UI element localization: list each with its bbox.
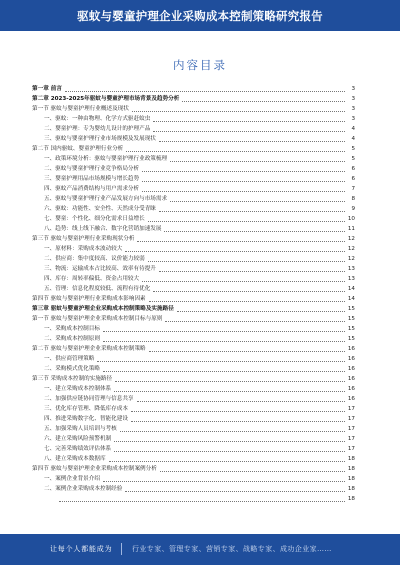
toc-entry-page: 14 — [347, 286, 355, 292]
toc-entry-page: 14 — [347, 296, 355, 302]
toc-leader-dots — [59, 500, 345, 502]
toc-entry-label: 二、采购成本控制原则 — [44, 336, 100, 342]
toc-leader-dots — [159, 270, 345, 272]
toc-entry[interactable] — [32, 224, 355, 234]
toc-entry[interactable] — [32, 464, 355, 474]
toc-entry-page: 8 — [351, 196, 355, 202]
toc-leader-dots — [170, 160, 345, 162]
toc-entry-label: 三、驱蚊与婴童护理行业市场规模及发展现状 — [44, 136, 156, 142]
footer-tags: 行业专家、管理专家、营销专家、战略专家、成功企业家…… — [132, 545, 332, 553]
toc-entry[interactable] — [32, 494, 355, 504]
toc-entry-page: 3 — [351, 96, 355, 102]
toc-leader-dots — [153, 290, 345, 292]
toc-entry-label: 二、婴童护理：专为婴幼儿设计的护理产品 — [44, 126, 151, 132]
toc-leader-dots — [114, 450, 345, 452]
toc-entry-page: 11 — [347, 226, 355, 232]
toc-entry-page: 13 — [347, 266, 355, 272]
toc-entry-label: 第一节 驱蚊与婴童护理企业采购成本控制目标与原则 — [32, 316, 163, 322]
toc-entry[interactable] — [32, 184, 355, 194]
toc-entry-label: 第二章 2023-2025年驱蚊与婴童护理市场背景及趋势分析 — [32, 96, 180, 102]
toc-leader-dots — [177, 310, 345, 312]
toc-entry-page: 6 — [351, 176, 355, 182]
toc-entry[interactable] — [32, 444, 355, 454]
toc-entry-page: 17 — [347, 406, 355, 412]
toc-entry-label: 四、驱蚊产品消费结构与用户需求分析 — [44, 186, 140, 192]
toc-entry-page: 15 — [347, 316, 355, 322]
toc-entry[interactable] — [32, 94, 355, 104]
toc-entry[interactable] — [32, 484, 355, 494]
toc-leader-dots — [182, 100, 345, 102]
toc-entry[interactable] — [32, 294, 355, 304]
toc-entry-page: 13 — [347, 276, 355, 282]
toc-entry-page: 15 — [347, 326, 355, 332]
toc-entry-page: 15 — [347, 306, 355, 312]
toc-entry[interactable] — [32, 134, 355, 144]
toc-entry-label: 七、婴童：个性化、细分化需求日益增长 — [44, 216, 145, 222]
toc-entry-label: 第三节 驱蚊与婴童护理行业采购现状分析 — [32, 236, 135, 242]
toc-leader-dots — [103, 370, 345, 372]
table-of-contents — [32, 84, 355, 504]
toc-entry[interactable] — [32, 304, 355, 314]
toc-entry-label: 一、政策环境分析：驱蚊与婴童护理行业政策梳理 — [44, 156, 168, 162]
toc-entry[interactable] — [32, 354, 355, 364]
toc-leader-dots — [149, 300, 345, 302]
toc-entry-label: 第一节 驱蚊与婴童护理行业概述及现状 — [32, 106, 129, 112]
toc-leader-dots — [103, 340, 345, 342]
toc-entry[interactable] — [32, 384, 355, 394]
toc-entry-label: 三、物流：运输成本占比较高、效率有待提升 — [44, 266, 156, 272]
toc-entry-page: 18 — [347, 456, 355, 462]
toc-entry[interactable] — [32, 114, 355, 124]
toc-leader-dots — [115, 380, 345, 382]
toc-entry[interactable] — [32, 254, 355, 264]
toc-entry-page: 17 — [347, 426, 355, 432]
toc-entry[interactable] — [32, 314, 355, 324]
toc-leader-dots — [114, 390, 345, 392]
toc-entry[interactable] — [32, 374, 355, 384]
toc-entry-label: 第三章 驱蚊与婴童护理企业采购成本控制策略及实施路径 — [32, 306, 174, 312]
toc-entry-label: 五、驱蚊与婴童护理行业产品发展方向与市场需求 — [44, 196, 168, 202]
toc-entry[interactable] — [32, 244, 355, 254]
toc-leader-dots — [97, 360, 345, 362]
toc-entry[interactable] — [32, 274, 355, 284]
toc-entry-label: 第四节 驱蚊与婴童护理行业采购成本影响因素 — [32, 296, 146, 302]
toc-entry-page: 4 — [351, 136, 355, 142]
toc-entry-page: 5 — [351, 146, 355, 152]
toc-leader-dots — [125, 490, 345, 492]
toc-leader-dots — [137, 400, 345, 402]
toc-entry-label: 八、趋势：线上线下融合、数字化营销加速发展 — [44, 226, 162, 232]
toc-leader-dots — [142, 190, 345, 192]
toc-entry-page: 18 — [347, 466, 355, 472]
toc-entry-label: 六、驱蚊：功能性、安全性、天然成分受青睐 — [44, 206, 156, 212]
toc-entry-label: 第四节 驱蚊与婴童护理企业采购成本控制案例分析 — [32, 466, 157, 472]
toc-entry-page: 12 — [347, 236, 355, 242]
toc-leader-dots — [65, 90, 345, 92]
toc-entry[interactable] — [32, 84, 355, 94]
toc-entry-page: 15 — [347, 336, 355, 342]
toc-entry-label: 五、管理：信息化程度较低、流程有待优化 — [44, 286, 151, 292]
toc-entry-label: 第三节 采购成本控制的实施路径 — [32, 376, 113, 382]
toc-entry-page: 16 — [347, 386, 355, 392]
toc-entry-page: 17 — [347, 416, 355, 422]
toc-entry[interactable] — [32, 124, 355, 134]
toc-entry-label: 二、采购模式优化策略 — [44, 366, 100, 372]
toc-entry-label: 四、库存：周转率偏低、资金占用较大 — [44, 276, 140, 282]
toc-entry[interactable] — [32, 144, 355, 154]
toc-leader-dots — [159, 210, 345, 212]
toc-entry[interactable] — [32, 214, 355, 224]
toc-entry-label: 三、优化库存管理、降低库存成本 — [44, 406, 128, 412]
toc-leader-dots — [170, 200, 345, 202]
footer-divider — [121, 543, 122, 555]
toc-entry-label: 一、供应商管理策略 — [44, 356, 95, 362]
toc-entry[interactable] — [32, 474, 355, 484]
toc-leader-dots — [126, 150, 345, 152]
toc-leader-dots — [114, 440, 345, 442]
toc-entry-page: 12 — [347, 256, 355, 262]
toc-leader-dots — [149, 350, 345, 352]
toc-leader-dots — [120, 430, 345, 432]
toc-entry-page: 16 — [347, 376, 355, 382]
toc-entry[interactable] — [32, 194, 355, 204]
toc-entry[interactable] — [32, 414, 355, 424]
toc-entry-label: 一、案例企业背景介绍 — [44, 476, 100, 482]
toc-entry-page: 12 — [347, 246, 355, 252]
toc-leader-dots — [142, 180, 345, 182]
toc-entry-page: 18 — [347, 486, 355, 492]
toc-leader-dots — [131, 410, 345, 412]
toc-entry-label: 二、驱蚊与婴童护理行业竞争格局分析 — [44, 166, 140, 172]
toc-entry-page: 5 — [351, 156, 355, 162]
toc-entry[interactable] — [32, 344, 355, 354]
toc-leader-dots — [142, 170, 345, 172]
toc-entry-label: 一、建立采购成本控制体系 — [44, 386, 112, 392]
toc-entry-label: 一、原材料：采购成本波动较大 — [44, 246, 123, 252]
toc-entry[interactable] — [32, 264, 355, 274]
toc-entry[interactable] — [32, 394, 355, 404]
toc-leader-dots — [125, 250, 345, 252]
toc-entry-label: 八、建立采购成本数据库 — [44, 456, 106, 462]
toc-entry[interactable] — [32, 164, 355, 174]
toc-entry-label: 一、采购成本控制目标 — [44, 326, 100, 332]
toc-leader-dots — [137, 240, 345, 242]
toc-entry-page: 16 — [347, 346, 355, 352]
toc-entry-label: 七、完善采购绩效评估体系 — [44, 446, 112, 452]
toc-entry[interactable] — [32, 404, 355, 414]
toc-entry[interactable] — [32, 334, 355, 344]
report-header — [0, 0, 400, 31]
toc-entry-label: 第二节 驱蚊与婴童护理企业采购成本控制策略 — [32, 346, 146, 352]
toc-entry-page: 4 — [351, 126, 355, 132]
toc-leader-dots — [148, 260, 345, 262]
toc-entry-label: 二、加强供应链协同管理与信息共享 — [44, 396, 134, 402]
toc-entry-label: 二、案例企业采购成本控制经验 — [44, 486, 123, 492]
toc-entry-label: 四、推进采购数字化、智能化建设 — [44, 416, 128, 422]
report-footer — [0, 534, 400, 565]
toc-entry[interactable] — [32, 204, 355, 214]
toc-entry-page: 10 — [347, 216, 355, 222]
toc-entry-label: 六、建立采购风险预警机制 — [44, 436, 112, 442]
toc-leader-dots — [131, 420, 345, 422]
toc-entry[interactable] — [32, 174, 355, 184]
toc-entry-page: 16 — [347, 396, 355, 402]
toc-leader-dots — [160, 470, 345, 472]
toc-entry-page: 6 — [351, 166, 355, 172]
toc-entry[interactable] — [32, 234, 355, 244]
toc-entry-label: 三、婴童护理用品市场规模与增长趋势 — [44, 176, 140, 182]
toc-entry-page: 3 — [351, 106, 355, 112]
toc-leader-dots — [148, 220, 345, 222]
toc-entry-page: 17 — [347, 436, 355, 442]
toc-entry[interactable] — [32, 434, 355, 444]
toc-entry-page: 7 — [351, 186, 355, 192]
toc-entry[interactable] — [32, 454, 355, 464]
toc-leader-dots — [103, 480, 345, 482]
toc-entry-page: 18 — [347, 496, 355, 502]
report-title: 驱蚊与婴童护理企业采购成本控制策略研究报告 — [77, 9, 323, 23]
footer-slogan: 让每个人都能成为 — [50, 545, 113, 553]
toc-entry[interactable] — [32, 424, 355, 434]
toc-entry-label: 五、加强采购人员培训与考核 — [44, 426, 117, 432]
toc-entry[interactable] — [32, 364, 355, 374]
toc-leader-dots — [132, 110, 345, 112]
toc-leader-dots — [165, 320, 345, 322]
toc-leader-dots — [164, 230, 345, 232]
toc-entry-label: 一、驱蚊：一种由物理、化学方式驱赶蚊虫 — [44, 116, 151, 122]
toc-entry[interactable] — [32, 284, 355, 294]
toc-leader-dots — [153, 130, 345, 132]
toc-entry[interactable] — [32, 324, 355, 334]
toc-leader-dots — [109, 460, 345, 462]
toc-leader-dots — [142, 280, 345, 282]
toc-entry[interactable] — [32, 154, 355, 164]
toc-entry-page: 16 — [347, 356, 355, 362]
toc-entry-page: 9 — [351, 206, 355, 212]
toc-leader-dots — [153, 120, 345, 122]
toc-leader-dots — [103, 330, 345, 332]
toc-entry-page: 3 — [351, 86, 355, 92]
toc-entry-label: 二、供应商：集中度较高、议价能力较弱 — [44, 256, 145, 262]
toc-entry-page: 17 — [347, 446, 355, 452]
toc-entry[interactable] — [32, 104, 355, 114]
toc-entry-page: 3 — [351, 116, 355, 122]
toc-entry-page: 18 — [347, 476, 355, 482]
toc-entry-label: 第一章 前言 — [32, 86, 62, 92]
toc-entry-page: 16 — [347, 366, 355, 372]
toc-heading: 内容目录 — [173, 58, 227, 72]
toc-leader-dots — [159, 140, 345, 142]
toc-entry-label: 第二节 国内驱蚊、婴童护理行业分析 — [32, 146, 124, 152]
